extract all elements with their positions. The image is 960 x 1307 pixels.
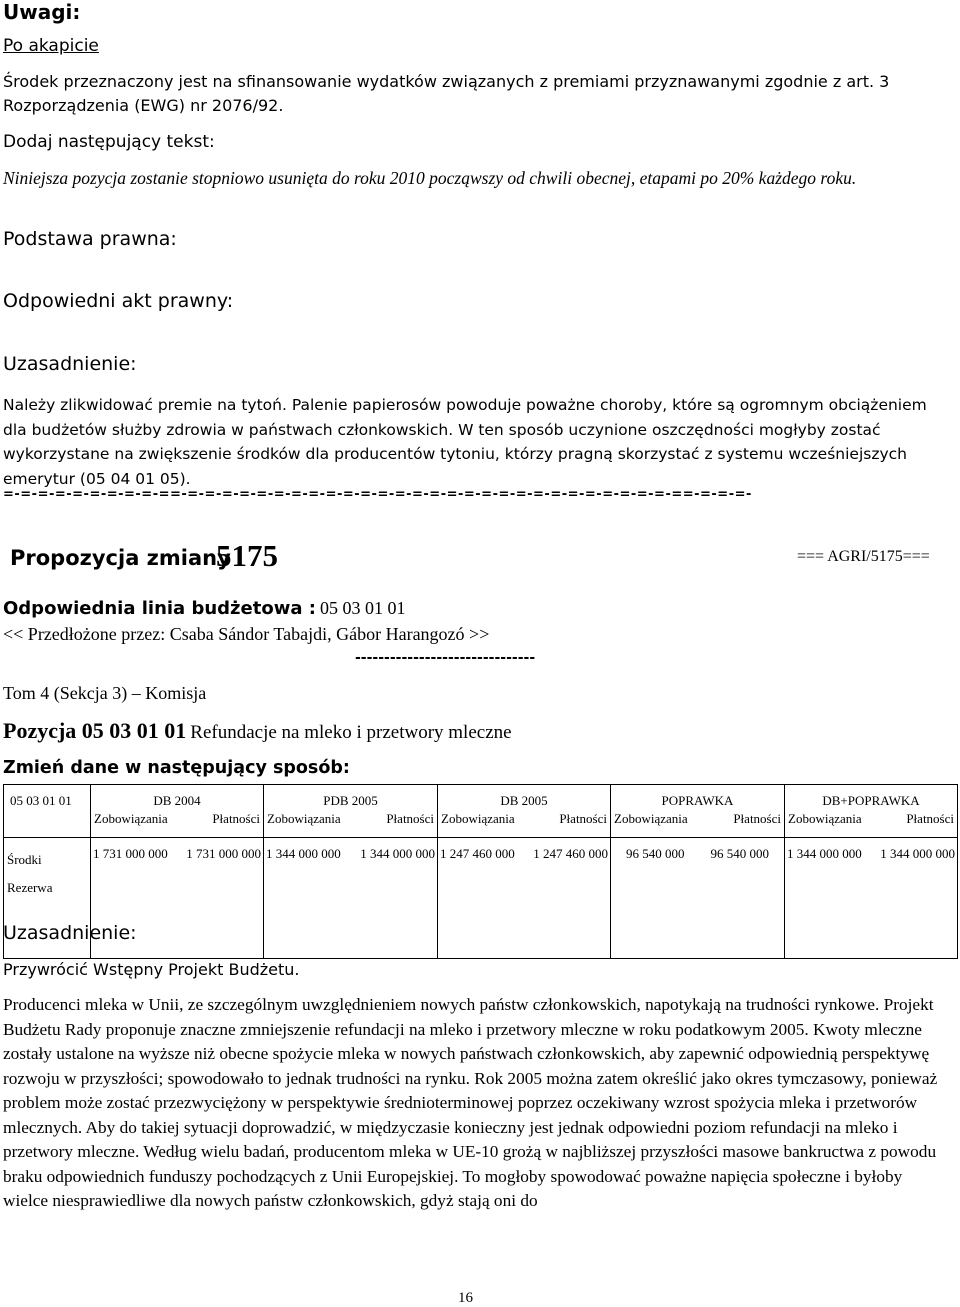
pozycja-title: Refundacje na mleko i przetwory mleczne (190, 722, 512, 743)
linia-label: Odpowiednia linia budżetowa : (3, 598, 316, 619)
group-label: PDB 2005 (323, 793, 378, 808)
sub-zobowiazania: Zobowiązania (614, 811, 688, 826)
sub-platnosci: Płatności (559, 811, 607, 826)
tom-line: Tom 4 (Sekcja 3) – Komisja (3, 683, 207, 703)
sub-zobowiazania: Zobowiązania (94, 811, 168, 826)
value-platnosci: 1 731 000 000 (186, 846, 261, 861)
page-number: 16 (458, 1290, 473, 1306)
italic-paragraph: Niniejsza pozycja zostanie stopniowo usunięta do roku 2010 począwszy od chwili obecnej, etapami po 20% każdego roku. (3, 168, 857, 188)
budget-table (3, 784, 958, 959)
value-platnosci: 1 344 000 000 (360, 846, 435, 861)
sub-platnosci: Płatności (733, 811, 781, 826)
group-label: DB+POPRAWKA (822, 793, 920, 808)
group-label: DB 2005 (500, 793, 548, 808)
value-cell (785, 838, 958, 959)
group-label: POPRAWKA (661, 793, 734, 808)
value-zobowiazania: 1 344 000 000 (266, 846, 341, 861)
sub-platnosci: Płatności (212, 811, 260, 826)
proposal-label: Propozycja zmiany (10, 546, 231, 570)
uzasadnienie-heading: Uzasadnienie: (3, 353, 137, 375)
table-code-cell (4, 785, 91, 838)
group-label: DB 2004 (153, 793, 201, 808)
column-group-db2005 (438, 785, 611, 838)
table-header-row (4, 785, 958, 838)
value-zobowiazania: 96 540 000 (626, 846, 685, 861)
linia-line (3, 598, 405, 619)
row-label-rezerwa: Rezerwa (7, 880, 53, 895)
pozycja-line (3, 718, 512, 744)
sub-zobowiazania: Zobowiązania (441, 811, 515, 826)
przywrocic-line: Przywrócić Wstępny Projekt Budżetu. (3, 960, 300, 979)
bottom-paragraph: Producenci mleka w Unii, ze szczególnym uwzględnieniem nowych państw członkowskich, napotykają na trudności rynkowe. Projekt Budżetu Rady proponuje znaczne zmniejszenie refundacji na mleko i przetwory mleczne w roku podatkowym 2005. Kwoty mleczne zostały ustalone na wyższe niż obecne spożycie mleka w nowych państwach członkowskich, aby zapewnić odpowiednią perspektywę rozwoju w przyszłości; spowodowało to jednak trudności na rynku. Rok 2005 można zatem określić jako okres tymczasowy, ponieważ problem może zostać przezwyciężony w perspektywie średnioterminowej poprzez oczekiwany wzrost spożycia mleka i przetworów mlecznych. Aby do takiej sytuacji doprowadzić, w międzyczasie konieczny jest jednak odpowiedni poziom refundacji na mleko i przetwory mleczne. Według wielu badań, producentom mleka w UE-10 grożą w najbliższej przyszłości masowe bankructwa z powodu braku odpowiednich funduszy pochodzących z Unii Europejskiej. To mogłoby spowodować poważne napięcia społeczne i byłoby wielce niesprawiedliwe dla nowych państw członkowskich, gdyż stają oni do (3, 995, 938, 1210)
dodaj-label: Dodaj następujący tekst: (3, 132, 215, 152)
podstawa-heading: Podstawa prawna: (3, 228, 177, 250)
column-group-pdb2005 (264, 785, 438, 838)
srodek-paragraph: Środek przeznaczony jest na sfinansowanie wydatków związanych z premiami przyznawanymi zgodnie z art. 3 Rozporządzenia (EWG) nr 2076/92. (3, 72, 890, 115)
separator-line: =-=-=-=-=-=-=-=-=-==-=-=-=-=-=-=-=-=-=-=-=-=-=-=-=-=-=-=-=-=-=-=-=-=-=-=-=-=-==-=-=-=- (3, 487, 752, 502)
column-group-db-poprawka (785, 785, 958, 838)
sub-platnosci: Płatności (906, 811, 954, 826)
submitted-by: << Przedłożone przez: Csaba Sándor Tabajdi, Gábor Harangozó >> (3, 624, 490, 644)
sub-zobowiazania: Zobowiązania (267, 811, 341, 826)
value-cell (438, 838, 611, 959)
column-group-db2004 (91, 785, 264, 838)
table-code: 05 03 01 01 (10, 793, 72, 808)
value-platnosci: 96 540 000 (710, 846, 769, 861)
value-platnosci: 1 344 000 000 (880, 846, 955, 861)
linia-value: 05 03 01 01 (319, 598, 406, 618)
uwagi-heading: Uwagi: (3, 0, 81, 24)
proposal-number: 5175 (216, 538, 278, 573)
sub-zobowiazania: Zobowiązania (788, 811, 862, 826)
zmien-heading: Zmień dane w następujący sposób: (3, 758, 350, 778)
uzasadnienie-heading-2: Uzasadnienie: (3, 922, 137, 944)
value-cell (611, 838, 785, 959)
value-platnosci: 1 247 460 000 (533, 846, 608, 861)
sub-platnosci: Płatności (386, 811, 434, 826)
value-zobowiazania: 1 344 000 000 (787, 846, 862, 861)
column-group-poprawka (611, 785, 785, 838)
value-zobowiazania: 1 247 460 000 (440, 846, 515, 861)
pozycja-label: Pozycja 05 03 01 01 (3, 718, 187, 743)
dash-rule: ------------------------------- (355, 650, 536, 666)
akt-heading: Odpowiedni akt prawny: (3, 290, 234, 312)
proposal-ref: === AGRI/5175=== (797, 548, 930, 565)
po-akapicie-label: Po akapicie (3, 36, 99, 56)
uzasadnienie-paragraph: Należy zlikwidować premie na tytoń. Palenie papierosów powoduje poważne choroby, które są ogromnym obciążeniem dla budżetów służby zdrowia w państwach członkowskich. W ten sposób uczynione oszczędności mogłyby zostać wykorzystane na zwiększenie środków dla producentów tytoniu, którzy pragną skorzystać z systemu wcześniejszych emerytur (05 04 01 05). (3, 396, 927, 488)
table-row (4, 838, 958, 959)
value-zobowiazania: 1 731 000 000 (93, 846, 168, 861)
value-cell (264, 838, 438, 959)
row-label-srodki: Środki (7, 852, 42, 867)
